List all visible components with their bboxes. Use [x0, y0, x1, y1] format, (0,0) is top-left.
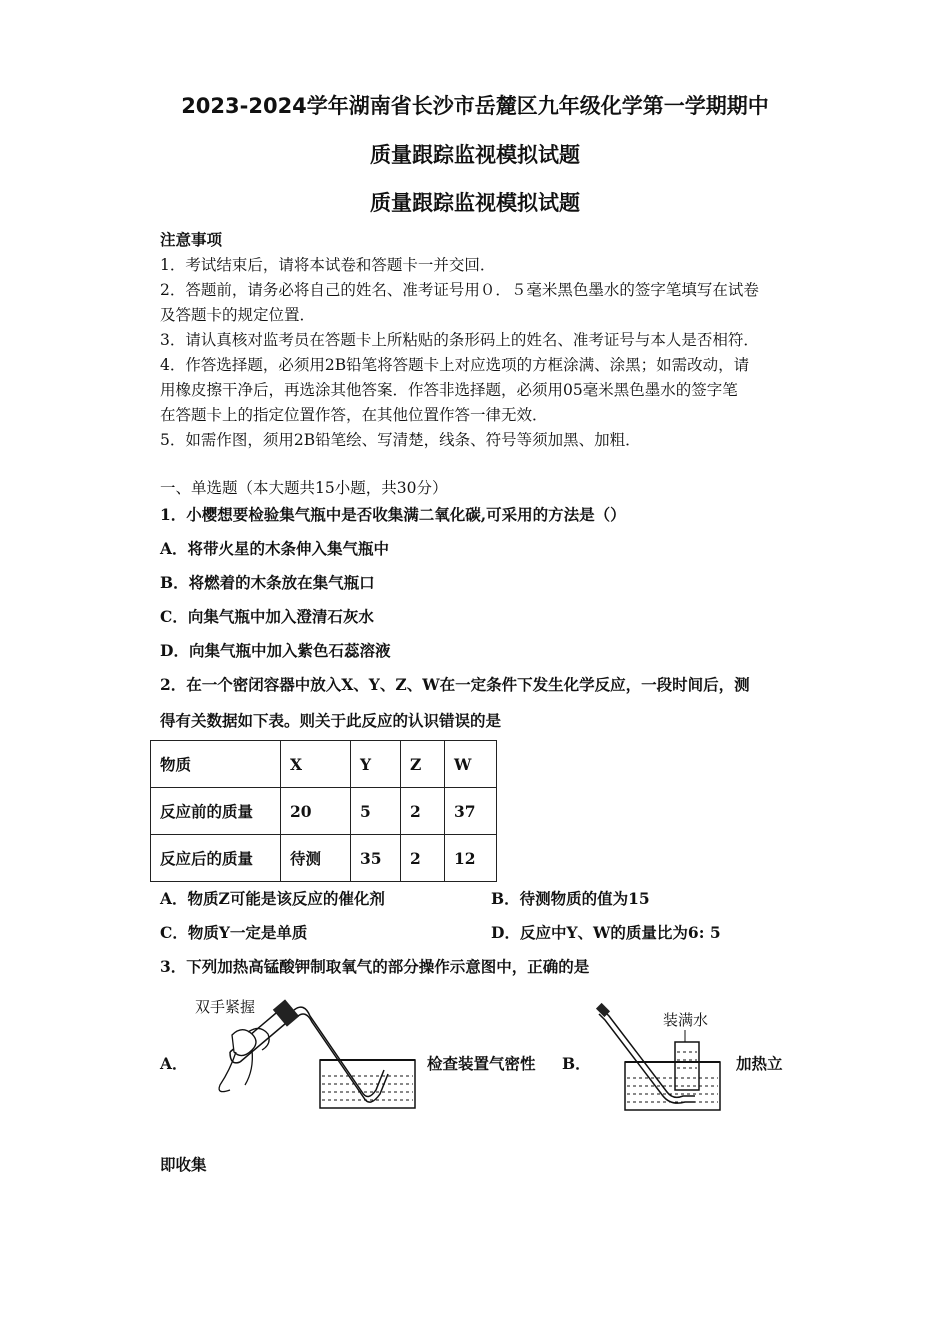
table-cell: 12	[445, 835, 497, 882]
table-cell: 5	[351, 788, 401, 835]
q2-option-a: A．物质Z可能是该反应的催化剂	[160, 889, 385, 908]
q3-option-a-letter: A．	[160, 1054, 188, 1073]
note-line: 2．答题前，请务必将自己的姓名、准考证号用０．５毫米黑色墨水的签字笔填写在试卷	[160, 281, 759, 299]
hands	[219, 1028, 269, 1091]
table-cell: 待测	[281, 835, 351, 882]
table-cell: 37	[445, 788, 497, 835]
note-line: 3．请认真核对监考员在答题卡上所粘贴的条形码上的姓名、准考证号与本人是否相符．	[160, 331, 759, 349]
q1-option-a: A．将带火星的木条伸入集气瓶中	[160, 539, 390, 558]
q1-stem: 1．小樱想要检验集气瓶中是否收集满二氧化碳,可采用的方法是（）	[160, 505, 626, 524]
table-cell: 20	[281, 788, 351, 835]
q3-option-a-caption: 检查装置气密性	[427, 1054, 536, 1073]
q1-option-c: C．向集气瓶中加入澄清石灰水	[160, 607, 374, 626]
q2-option-b: B．待测物质的值为15	[491, 889, 650, 908]
fig-label-hands: 双手紧握	[195, 998, 256, 1016]
q2-option-d: D．反应中Y、W的质量比为6: 5	[491, 923, 721, 942]
table-cell: 2	[401, 788, 445, 835]
table-cell: X	[281, 741, 351, 788]
q2-data-table	[150, 740, 497, 882]
q3-option-b-letter: B．	[562, 1054, 591, 1073]
delivery-tube	[294, 1007, 388, 1102]
note-line: 及答题卡的规定位置．	[160, 306, 316, 324]
note-line: 1．考试结束后，请将本试卷和答题卡一并交回．	[160, 256, 496, 274]
table-cell: 反应前的质量	[151, 788, 281, 835]
notes-heading: 注意事项	[160, 230, 223, 249]
table-cell: 35	[351, 835, 401, 882]
table-header-row	[151, 741, 497, 788]
table-cell: 物质	[151, 741, 281, 788]
note-line: 在答题卡上的指定位置作答，在其他位置作答一律无效．	[160, 406, 548, 424]
table-cell: W	[445, 741, 497, 788]
q3-option-b-caption-continued: 即收集	[160, 1155, 207, 1174]
q3-stem: 3．下列加热高锰酸钾制取氧气的部分操作示意图中，正确的是	[160, 957, 590, 976]
exam-title-line2: 质量跟踪监视模拟试题	[370, 143, 580, 167]
q1-option-d: D．向集气瓶中加入紫色石蕊溶液	[160, 641, 391, 660]
table-row	[151, 788, 497, 835]
note-line: 4．作答选择题，必须用2B铅笔将答题卡上对应选项的方框涂满、涂黑；如需改动，请	[160, 356, 750, 374]
note-line: 5．如需作图，须用2B铅笔绘、写清楚，线条、符号等须加黑、加粗．	[160, 431, 641, 449]
q2-stem-line2: 得有关数据如下表。则关于此反应的认识错误的是	[160, 711, 502, 730]
q3-option-b-caption: 加热立	[736, 1054, 783, 1073]
q2-stem-line1: 2．在一个密闭容器中放入X、Y、Z、W在一定条件下发生化学反应，一段时间后，测	[160, 675, 750, 694]
section-heading: 一、单选题（本大题共15小题，共30分）	[160, 479, 448, 497]
fig-label-full-water: 装满水	[663, 1011, 709, 1029]
table-cell: Y	[351, 741, 401, 788]
table-cell: 2	[401, 835, 445, 882]
note-line: 用橡皮擦干净后，再选涂其他答案．作答非选择题，必须用05毫米黑色墨水的签字笔	[160, 381, 738, 399]
exam-title-line3: 质量跟踪监视模拟试题	[370, 191, 580, 215]
table-cell: 反应后的质量	[151, 835, 281, 882]
collection-illustration	[595, 1000, 730, 1115]
q2-option-c: C．物质Y一定是单质	[160, 923, 308, 942]
airtightness-check-illustration	[190, 990, 430, 1115]
q1-option-b: B．将燃着的木条放在集气瓶口	[160, 573, 375, 592]
table-cell: Z	[401, 741, 445, 788]
exam-title-line1: 2023-2024学年湖南省长沙市岳麓区九年级化学第一学期期中	[181, 94, 769, 118]
table-row	[151, 835, 497, 882]
collecting-bottle	[675, 1042, 699, 1090]
